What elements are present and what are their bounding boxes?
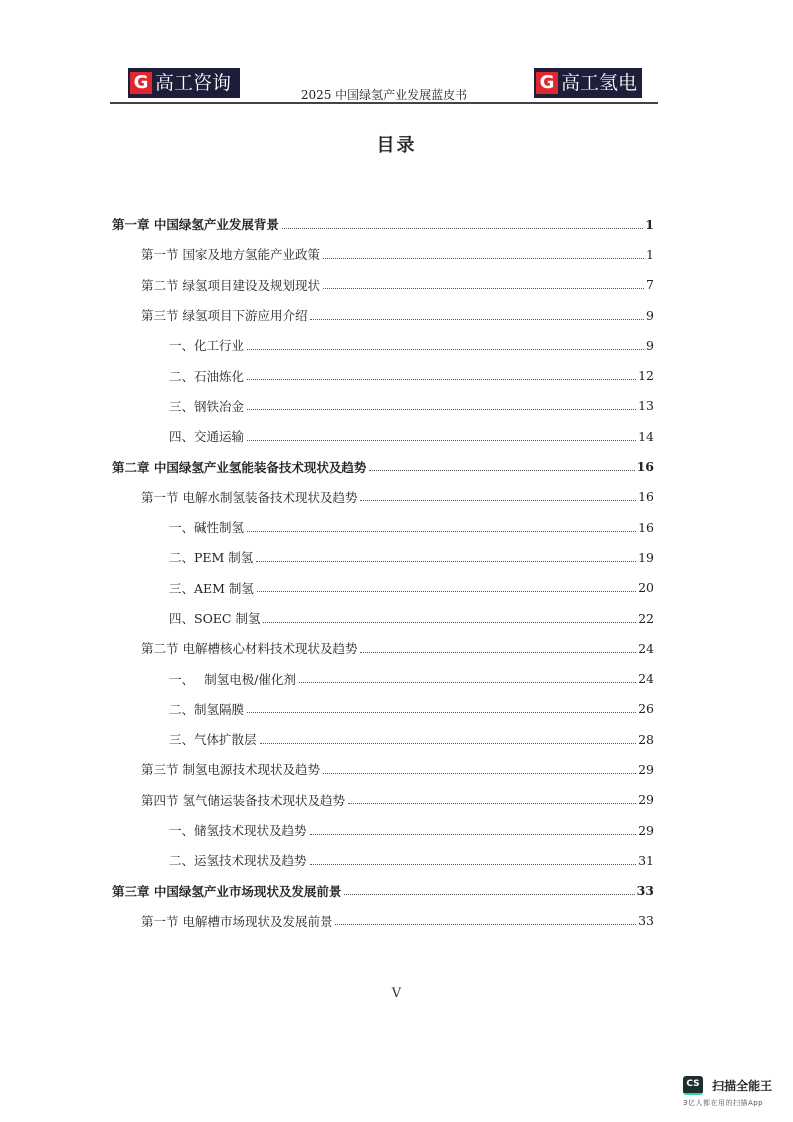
toc-subsection-entry[interactable] — [112, 724, 654, 754]
toc-chapter-entry[interactable] — [112, 451, 654, 481]
toc-section-entry[interactable] — [112, 785, 654, 815]
logo-text: 高工咨询 — [155, 72, 232, 94]
dot-leader — [256, 561, 636, 562]
toc-entry-label: 二、PEM 制氢 — [169, 550, 254, 566]
toc-subsection-entry[interactable] — [112, 512, 654, 542]
toc-entry-page: 7 — [646, 277, 654, 293]
toc-entry-page: 1 — [645, 216, 654, 232]
toc-entry-page: 12 — [638, 368, 654, 384]
watermark-name: 扫描全能王 — [712, 1079, 773, 1093]
dot-leader — [344, 894, 634, 895]
dot-leader — [348, 803, 636, 804]
toc-subsection-entry[interactable] — [112, 845, 654, 875]
toc-entry-label: 二、制氢隔膜 — [169, 701, 245, 717]
toc-entry-label: 第二节 电解槽核心材料技术现状及趋势 — [141, 641, 358, 657]
dot-leader — [260, 743, 637, 744]
table-of-contents — [112, 209, 654, 936]
toc-entry-page: 29 — [638, 761, 654, 777]
dot-leader — [299, 682, 636, 683]
toc-subsection-entry[interactable] — [112, 694, 654, 724]
dot-leader — [282, 228, 643, 229]
camscanner-logo-icon: CS — [683, 1076, 703, 1095]
toc-entry-page: 33 — [636, 883, 654, 899]
toc-entry-label: 第一节 电解槽市场现状及发展前景 — [141, 913, 333, 929]
toc-entry-page: 29 — [638, 822, 654, 838]
page-number: V — [391, 986, 402, 1001]
dot-leader — [323, 773, 636, 774]
camscanner-watermark — [683, 1075, 791, 1108]
toc-section-entry[interactable] — [112, 239, 654, 269]
toc-entry-label: 二、运氢技术现状及趋势 — [169, 853, 307, 869]
toc-subsection-entry[interactable] — [112, 330, 654, 360]
toc-entry-label: 第三节 绿氢项目下游应用介绍 — [141, 308, 308, 324]
toc-entry-page: 31 — [638, 852, 654, 868]
dot-leader — [310, 834, 637, 835]
toc-entry-page: 14 — [638, 428, 654, 444]
toc-entry-label: 三、气体扩散层 — [169, 732, 257, 748]
toc-subsection-entry[interactable] — [112, 603, 654, 633]
toc-entry-page: 9 — [646, 307, 654, 323]
toc-entry-label: 三、钢铁冶金 — [169, 398, 245, 414]
dot-leader — [247, 440, 636, 441]
toc-entry-page: 1 — [646, 246, 654, 262]
toc-entry-label: 一、 制氢电极/催化剂 — [169, 671, 296, 687]
dot-leader — [360, 500, 636, 501]
toc-entry-page: 26 — [638, 701, 654, 717]
dot-leader — [323, 258, 644, 259]
toc-entry-label: 二、石油炼化 — [169, 368, 245, 384]
toc-chapter-entry[interactable] — [112, 209, 654, 239]
g-logo-icon: G — [130, 72, 152, 94]
toc-entry-label: 一、化工行业 — [169, 338, 245, 354]
dot-leader — [247, 409, 636, 410]
watermark-subtitle: 3亿人都在用的扫描App — [683, 1099, 764, 1107]
toc-section-entry[interactable] — [112, 754, 654, 784]
dot-leader — [263, 622, 636, 623]
dot-leader — [335, 924, 636, 925]
dot-leader — [247, 712, 636, 713]
toc-subsection-entry[interactable] — [112, 573, 654, 603]
dot-leader — [247, 531, 636, 532]
toc-entry-label: 一、碱性制氢 — [169, 520, 245, 536]
toc-entry-page: 20 — [638, 580, 654, 596]
toc-entry-label: 第一章 中国绿氢产业发展背景 — [112, 217, 279, 233]
gaogong-hydrogen-logo — [534, 68, 642, 98]
toc-entry-page: 16 — [638, 519, 654, 535]
dot-leader — [247, 349, 644, 350]
toc-subsection-entry[interactable] — [112, 421, 654, 451]
dot-leader — [310, 864, 637, 865]
toc-section-entry[interactable] — [112, 300, 654, 330]
toc-entry-page: 22 — [638, 610, 654, 626]
toc-entry-page: 13 — [638, 398, 654, 414]
header-divider — [110, 102, 658, 104]
toc-entry-page: 9 — [646, 337, 654, 353]
toc-entry-label: 第一节 国家及地方氢能产业政策 — [141, 247, 320, 263]
toc-entry-label: 四、SOEC 制氢 — [169, 611, 261, 626]
toc-entry-label: 第三节 制氢电源技术现状及趋势 — [141, 762, 320, 778]
toc-chapter-entry[interactable] — [112, 876, 654, 906]
dot-leader — [310, 319, 644, 320]
toc-title: 目录 — [376, 135, 417, 156]
toc-entry-label: 第二章 中国绿氢产业氢能装备技术现状及趋势 — [112, 459, 367, 475]
toc-entry-page: 33 — [638, 913, 654, 929]
toc-entry-label: 四、交通运输 — [169, 429, 245, 445]
toc-entry-page: 24 — [638, 640, 654, 656]
logo-text: 高工氢电 — [561, 72, 638, 94]
toc-section-entry[interactable] — [112, 633, 654, 663]
page-header — [110, 66, 658, 104]
dot-leader — [323, 288, 644, 289]
toc-entry-page: 16 — [638, 489, 654, 505]
header-title: 2025 中国绿氢产业发展蓝皮书 — [300, 88, 468, 102]
toc-entry-label: 第四节 氢气储运装备技术现状及趋势 — [141, 792, 345, 808]
toc-entry-page: 28 — [638, 731, 654, 747]
toc-entry-page: 29 — [638, 792, 654, 808]
dot-leader — [247, 379, 636, 380]
toc-section-entry[interactable] — [112, 906, 654, 936]
toc-subsection-entry[interactable] — [112, 360, 654, 390]
g-logo-icon: G — [536, 72, 558, 94]
toc-subsection-entry[interactable] — [112, 391, 654, 421]
toc-entry-label: 一、储氢技术现状及趋势 — [169, 823, 307, 839]
toc-subsection-entry[interactable] — [112, 663, 654, 693]
toc-entry-label: 第三章 中国绿氢产业市场现状及发展前景 — [112, 883, 342, 899]
dot-leader — [369, 470, 634, 471]
toc-entry-label: 第一节 电解水制氢装备技术现状及趋势 — [141, 489, 358, 505]
toc-entry-page: 16 — [636, 459, 654, 475]
toc-section-entry[interactable] — [112, 482, 654, 512]
toc-entry-page: 24 — [638, 671, 654, 687]
toc-entry-label: 第二节 绿氢项目建设及规划现状 — [141, 277, 320, 293]
toc-subsection-entry[interactable] — [112, 815, 654, 845]
toc-subsection-entry[interactable] — [112, 542, 654, 572]
toc-entry-page: 19 — [638, 549, 654, 565]
dot-leader — [360, 652, 636, 653]
dot-leader — [257, 591, 636, 592]
toc-entry-label: 三、AEM 制氢 — [169, 580, 254, 596]
toc-section-entry[interactable] — [112, 270, 654, 300]
